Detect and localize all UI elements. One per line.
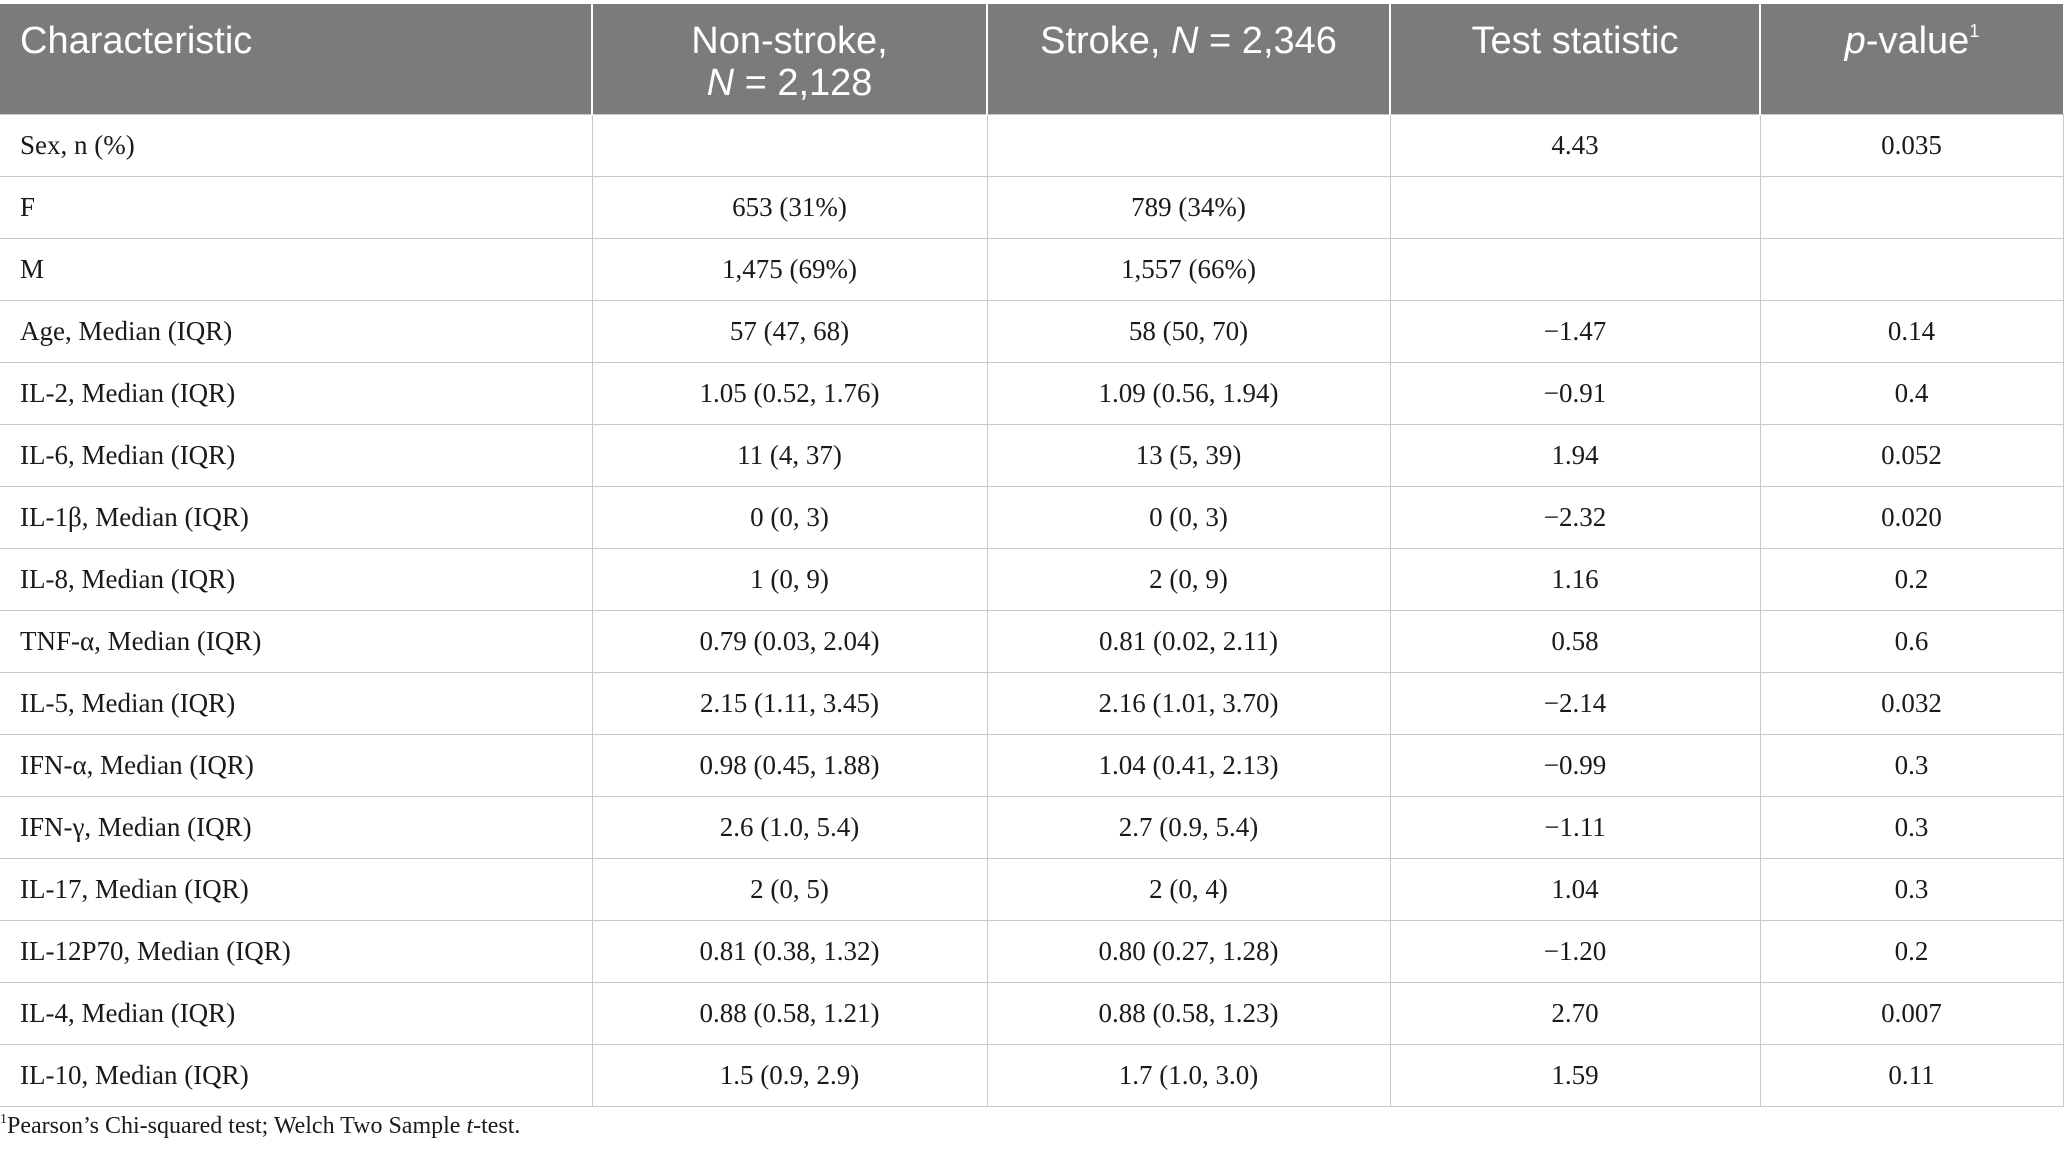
cell-p-value: 0.3 [1760,796,2063,858]
cell-non-stroke: 2.6 (1.0, 5.4) [592,796,987,858]
header-non-stroke-n-symbol: N [706,62,735,104]
table-row [0,362,2063,424]
cell-stroke: 2 (0, 9) [987,548,1390,610]
header-non-stroke [592,4,987,114]
cell-test-statistic: 0.58 [1390,610,1760,672]
cell-test-statistic: −1.20 [1390,920,1760,982]
header-p-symbol: p [1844,20,1866,62]
cell-non-stroke: 653 (31%) [592,176,987,238]
cell-test-statistic: 2.70 [1390,982,1760,1044]
cell-stroke: 0.81 (0.02, 2.11) [987,610,1390,672]
cell-p-value: 0.14 [1760,300,2063,362]
cell-non-stroke: 11 (4, 37) [592,424,987,486]
cell-stroke: 2.7 (0.9, 5.4) [987,796,1390,858]
footnote-text-before: Pearson’s Chi-squared test; Welch Two Sample [7,1113,467,1139]
table-row [0,300,2063,362]
cell-stroke: 1,557 (66%) [987,238,1390,300]
cell-characteristic: TNF-α, Median (IQR) [0,610,592,672]
cell-p-value: 0.2 [1760,548,2063,610]
header-test-statistic-label: Test statistic [1471,20,1679,62]
cell-p-value: 0.6 [1760,610,2063,672]
header-non-stroke-n-value: = 2,128 [734,62,873,104]
cell-p-value: 0.035 [1760,114,2063,176]
cell-test-statistic: −2.14 [1390,672,1760,734]
cell-characteristic: IL-2, Median (IQR) [0,362,592,424]
header-stroke-n-symbol: N [1171,20,1199,62]
cell-stroke: 0 (0, 3) [987,486,1390,548]
cell-test-statistic: −1.47 [1390,300,1760,362]
cell-stroke: 2.16 (1.01, 3.70) [987,672,1390,734]
header-characteristic-label: Characteristic [20,20,253,62]
cell-test-statistic: 1.59 [1390,1044,1760,1106]
header-p-value [1760,4,2063,114]
cell-non-stroke: 1.5 (0.9, 2.9) [592,1044,987,1106]
header-stroke [987,4,1390,114]
cell-characteristic: F [0,176,592,238]
cell-stroke: 1.04 (0.41, 2.13) [987,734,1390,796]
cell-stroke: 1.7 (1.0, 3.0) [987,1044,1390,1106]
cell-p-value: 0.052 [1760,424,2063,486]
cell-test-statistic: −0.91 [1390,362,1760,424]
header-p-footnote-marker: 1 [1969,21,1980,41]
cell-test-statistic: 1.94 [1390,424,1760,486]
header-row [0,4,2063,114]
cell-characteristic: Sex, n (%) [0,114,592,176]
header-p-rest: -value [1865,20,1970,62]
cell-characteristic: IL-6, Median (IQR) [0,424,592,486]
cell-test-statistic: −2.32 [1390,486,1760,548]
table-row [0,858,2063,920]
header-characteristic [0,4,592,114]
cell-characteristic: IFN-γ, Median (IQR) [0,796,592,858]
cell-stroke: 2 (0, 4) [987,858,1390,920]
cell-test-statistic: −1.11 [1390,796,1760,858]
cell-test-statistic: 4.43 [1390,114,1760,176]
header-test-statistic [1390,4,1760,114]
table-row [0,982,2063,1044]
table-row [0,176,2063,238]
table-row [0,796,2063,858]
cell-characteristic: IL-12P70, Median (IQR) [0,920,592,982]
cell-non-stroke: 0.79 (0.03, 2.04) [592,610,987,672]
cell-test-statistic: 1.16 [1390,548,1760,610]
cell-non-stroke: 2.15 (1.11, 3.45) [592,672,987,734]
cell-stroke: 789 (34%) [987,176,1390,238]
cell-stroke: 1.09 (0.56, 1.94) [987,362,1390,424]
table-row [0,672,2063,734]
table-footnote [0,1113,520,1140]
cell-characteristic: IL-10, Median (IQR) [0,1044,592,1106]
characteristics-table [0,4,2064,1107]
cell-test-statistic [1390,238,1760,300]
cell-characteristic: IFN-α, Median (IQR) [0,734,592,796]
cell-p-value [1760,176,2063,238]
cell-non-stroke: 0 (0, 3) [592,486,987,548]
header-non-stroke-line1: Non-stroke, [691,20,888,62]
cell-non-stroke: 0.98 (0.45, 1.88) [592,734,987,796]
cell-non-stroke: 1,475 (69%) [592,238,987,300]
footnote-italic-t: t [466,1113,474,1139]
footnote-text-after: -test. [473,1113,521,1139]
cell-characteristic: IL-4, Median (IQR) [0,982,592,1044]
cell-p-value: 0.2 [1760,920,2063,982]
cell-non-stroke [592,114,987,176]
cell-characteristic: IL-5, Median (IQR) [0,672,592,734]
cell-non-stroke: 1 (0, 9) [592,548,987,610]
header-stroke-n-value: = 2,346 [1198,20,1337,62]
cell-non-stroke: 0.81 (0.38, 1.32) [592,920,987,982]
cell-test-statistic: −0.99 [1390,734,1760,796]
cell-p-value: 0.3 [1760,734,2063,796]
cell-non-stroke: 2 (0, 5) [592,858,987,920]
cell-non-stroke: 0.88 (0.58, 1.21) [592,982,987,1044]
cell-p-value: 0.020 [1760,486,2063,548]
cell-characteristic: IL-1β, Median (IQR) [0,486,592,548]
cell-p-value: 0.4 [1760,362,2063,424]
header-stroke-prefix: Stroke, [1040,20,1172,62]
table-row [0,610,2063,672]
cell-test-statistic [1390,176,1760,238]
cell-p-value [1760,238,2063,300]
table-body [0,114,2063,1106]
cell-p-value: 0.007 [1760,982,2063,1044]
table-row [0,486,2063,548]
table-row [0,548,2063,610]
table-row [0,734,2063,796]
footnote-marker: 1 [0,1112,7,1127]
cell-non-stroke: 57 (47, 68) [592,300,987,362]
cell-test-statistic: 1.04 [1390,858,1760,920]
table-row [0,114,2063,176]
cell-characteristic: Age, Median (IQR) [0,300,592,362]
cell-p-value: 0.11 [1760,1044,2063,1106]
cell-p-value: 0.032 [1760,672,2063,734]
cell-characteristic: IL-17, Median (IQR) [0,858,592,920]
cell-stroke: 0.88 (0.58, 1.23) [987,982,1390,1044]
cell-stroke [987,114,1390,176]
cell-characteristic: IL-8, Median (IQR) [0,548,592,610]
table-row [0,920,2063,982]
table-row [0,1044,2063,1106]
cell-non-stroke: 1.05 (0.52, 1.76) [592,362,987,424]
cell-stroke: 13 (5, 39) [987,424,1390,486]
table-row [0,238,2063,300]
cell-stroke: 58 (50, 70) [987,300,1390,362]
cell-characteristic: M [0,238,592,300]
cell-stroke: 0.80 (0.27, 1.28) [987,920,1390,982]
table-row [0,424,2063,486]
cell-p-value: 0.3 [1760,858,2063,920]
